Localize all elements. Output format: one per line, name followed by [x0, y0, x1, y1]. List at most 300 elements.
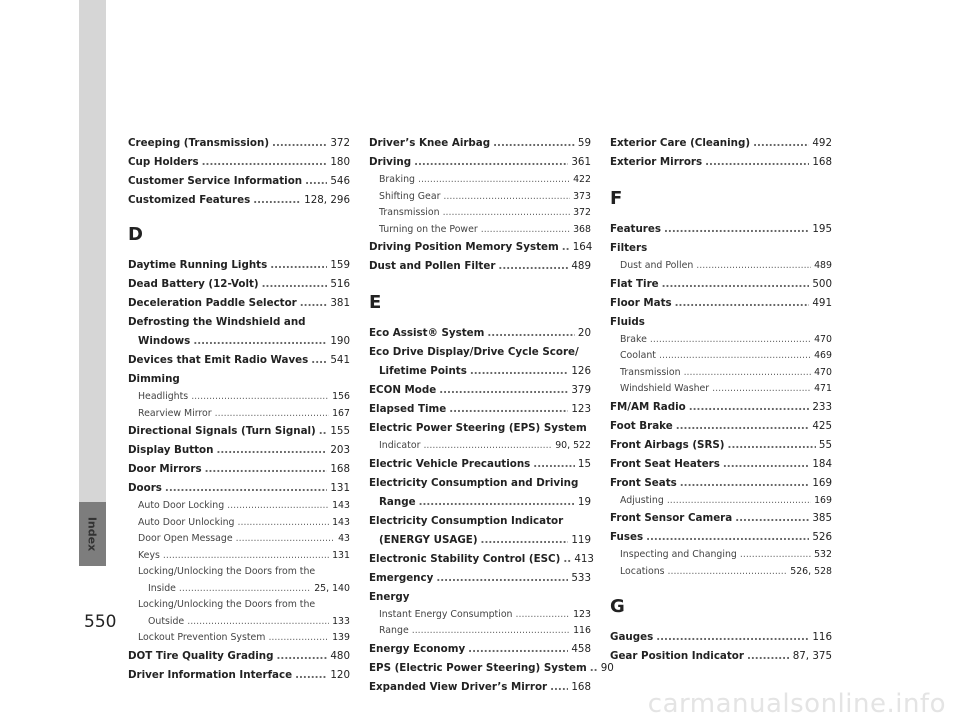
entry-pages[interactable]: 131 — [330, 482, 350, 494]
leader-dots — [165, 479, 327, 498]
leader-dots — [253, 191, 301, 210]
index-entry-head: Filters — [610, 242, 648, 254]
sub-entry[interactable] — [610, 332, 832, 349]
index-entry[interactable] — [369, 659, 614, 678]
entry-term: Deceleration Paddle Selector — [128, 297, 297, 309]
index-entry[interactable] — [369, 531, 591, 550]
entry-term: Auto Door Unlocking — [138, 516, 235, 528]
entry-term: Gear Position Indicator — [610, 650, 744, 662]
leader-dots — [656, 628, 809, 647]
leader-dots — [735, 509, 809, 528]
entry-pages[interactable]: 373 — [573, 190, 591, 202]
entry-term: Inspecting and Changing — [620, 549, 737, 560]
entry-group — [128, 647, 350, 685]
entry-term: Rearview Mirror — [138, 407, 212, 419]
index-entry[interactable] — [128, 294, 350, 313]
entry-term: Directional Signals (Turn Signal) — [128, 425, 316, 437]
leader-dots — [215, 406, 329, 423]
leader-dots — [319, 422, 328, 441]
entry-pages[interactable]: 59 — [577, 137, 591, 149]
sub-entry[interactable] — [128, 515, 350, 532]
entry-term: Indicator — [379, 440, 421, 451]
entry-group — [369, 550, 594, 588]
entry-term: Driving — [369, 156, 412, 168]
entry-term: Headlights — [138, 391, 189, 402]
entry-term: Door Mirrors — [128, 463, 202, 475]
entry-term: FM/AM Radio — [610, 400, 686, 413]
index-entry[interactable] — [369, 134, 591, 153]
entry-pages[interactable]: 385 — [812, 512, 832, 524]
entry-term: Customized Features — [128, 194, 251, 206]
entry-group — [610, 509, 832, 547]
entry-pages[interactable]: 379 — [571, 384, 591, 396]
entry-pages[interactable]: 516 — [330, 278, 350, 290]
entry-pages[interactable]: 413 — [574, 552, 594, 565]
leader-dots — [443, 189, 570, 206]
index-entry[interactable] — [610, 528, 832, 547]
index-entry-head: Energy — [369, 590, 410, 603]
entry-pages[interactable]: 116 — [812, 631, 832, 643]
entry-term: Doors — [128, 482, 162, 494]
leader-dots — [563, 550, 571, 569]
leader-dots — [436, 569, 568, 588]
entry-term: Windows — [138, 335, 191, 347]
leader-dots — [419, 493, 575, 512]
letter-heading-e: E — [369, 292, 382, 313]
leader-dots — [191, 389, 329, 406]
sub-entry-group — [369, 172, 591, 238]
entry-term: Creeping (Transmission) — [128, 137, 270, 149]
entry-term: Auto Door Locking — [138, 500, 225, 511]
entry-pages[interactable]: 469 — [814, 350, 832, 361]
entry-term: Lifetime Points — [379, 365, 467, 377]
entry-term: Features — [610, 223, 661, 235]
index-entry[interactable] — [128, 422, 350, 441]
entry-group — [610, 628, 832, 666]
entry-pages[interactable]: 19 — [577, 495, 591, 508]
leader-dots — [300, 294, 328, 313]
entry-term: Door Open Message — [138, 533, 233, 544]
entry-term: Adjusting — [620, 494, 664, 506]
sub-entry[interactable] — [369, 607, 591, 624]
leader-dots — [498, 257, 568, 276]
entry-pages[interactable]: 43 — [338, 533, 350, 544]
entry-term: Fuses — [610, 531, 644, 543]
entry-pages[interactable]: 203 — [330, 444, 350, 456]
index-entry-head: Electricity Consumption and Driving — [369, 476, 579, 489]
entry-pages[interactable]: 471 — [814, 383, 832, 394]
index-entry[interactable] — [610, 417, 832, 436]
index-entry[interactable] — [369, 153, 591, 172]
sub-entry-group — [610, 547, 832, 580]
entry-term: Brake — [620, 333, 647, 345]
sub-entry[interactable] — [369, 172, 591, 189]
leader-dots — [468, 640, 568, 659]
leader-dots — [449, 400, 568, 419]
entry-pages[interactable]: 500 — [812, 277, 832, 290]
sub-entry[interactable] — [128, 531, 350, 548]
index-entry-head: Electricity Consumption Indicator — [369, 514, 564, 527]
leader-dots — [295, 666, 327, 685]
leader-dots — [227, 498, 329, 515]
entry-pages[interactable]: 131 — [332, 549, 350, 561]
entry-pages[interactable]: 489 — [814, 260, 832, 271]
entry-pages[interactable]: 470 — [814, 366, 832, 378]
sub-entry-group — [610, 258, 832, 275]
leader-dots — [705, 153, 809, 172]
entry-pages[interactable]: 133 — [332, 615, 350, 627]
entry-pages[interactable]: 533 — [571, 571, 591, 584]
leader-dots — [443, 205, 571, 222]
index-entry[interactable] — [610, 436, 832, 455]
entry-term: Display Button — [128, 444, 214, 456]
entry-pages[interactable]: 458 — [571, 642, 591, 655]
sub-entry[interactable] — [128, 406, 350, 423]
index-entry[interactable] — [128, 134, 350, 153]
entry-term: Flat Tire — [610, 277, 659, 290]
entry-term: Outside — [148, 615, 185, 627]
entry-pages[interactable]: 126 — [571, 365, 591, 377]
entry-term: Electric Vehicle Precautions — [369, 457, 531, 470]
sub-entry[interactable] — [610, 381, 832, 398]
index-entry-head: Electric Power Steering (EPS) System — [369, 422, 587, 434]
entry-pages[interactable]: 422 — [573, 174, 591, 185]
index-entry[interactable] — [128, 275, 350, 294]
sub-entry[interactable] — [369, 623, 591, 640]
entry-pages[interactable]: 159 — [330, 259, 350, 271]
sub-entry[interactable] — [369, 205, 591, 222]
entry-pages[interactable]: 90, 522 — [555, 440, 591, 451]
entry-pages[interactable]: 90 — [600, 661, 614, 674]
entry-term: Driver’s Knee Airbag — [369, 137, 491, 149]
entry-pages[interactable]: 425 — [812, 419, 832, 432]
leader-dots — [650, 332, 811, 349]
entry-term: Keys — [138, 549, 160, 561]
entry-pages[interactable]: 156 — [332, 391, 350, 402]
leader-dots — [163, 548, 329, 565]
leader-dots — [470, 362, 569, 381]
entry-term: Front Seats — [610, 476, 677, 489]
entry-term: Driver Information Interface — [128, 668, 293, 681]
entry-pages[interactable]: 55 — [818, 438, 832, 451]
entry-term: Foot Brake — [610, 419, 673, 432]
index-entry[interactable] — [610, 294, 832, 313]
leader-dots — [668, 564, 788, 581]
entry-pages[interactable]: 492 — [812, 137, 832, 149]
leader-dots — [662, 275, 810, 294]
entry-pages[interactable]: 168 — [330, 463, 350, 475]
leader-dots — [675, 294, 810, 313]
index-entry-head: Eco Drive Display/Drive Cycle Score/ — [369, 346, 579, 358]
entry-pages[interactable]: 143 — [332, 500, 350, 511]
entry-pages[interactable]: 15 — [577, 457, 591, 470]
entry-term: Range — [379, 625, 409, 636]
leader-dots — [439, 381, 568, 400]
entry-pages[interactable]: 168 — [571, 680, 591, 693]
entry-term: Inside — [148, 582, 176, 594]
index-entry[interactable] — [610, 628, 832, 647]
index-entry[interactable] — [369, 569, 591, 588]
index-entry[interactable] — [128, 479, 350, 498]
leader-dots — [712, 381, 811, 398]
entry-pages[interactable]: 372 — [330, 137, 350, 149]
index-entry-head: Fluids — [610, 315, 645, 328]
entry-pages[interactable]: 169 — [814, 494, 832, 506]
entry-pages[interactable]: 123 — [571, 403, 591, 415]
entry-term: Elapsed Time — [369, 403, 447, 415]
index-entry[interactable] — [610, 220, 832, 239]
sub-entry[interactable] — [610, 547, 832, 564]
index-entry[interactable] — [128, 172, 350, 191]
sub-entry[interactable] — [610, 348, 832, 365]
sub-entry[interactable] — [610, 258, 832, 275]
leader-dots — [193, 332, 327, 351]
leader-dots — [689, 398, 810, 417]
entry-term: Windshield Washer — [620, 383, 710, 394]
index-entry[interactable] — [369, 324, 591, 343]
letter-heading-g: G — [610, 596, 625, 617]
index-entry[interactable] — [610, 509, 832, 528]
leader-dots — [533, 455, 575, 474]
sub-entry-head: Locking/Unlocking the Doors from the — [138, 599, 316, 610]
letter-heading-d: D — [128, 224, 143, 245]
sub-entry-group — [369, 607, 591, 640]
entry-pages[interactable]: 155 — [330, 425, 350, 437]
entry-term: Front Seat Heaters — [610, 457, 720, 470]
leader-dots — [664, 220, 809, 239]
entry-term: DOT Tire Quality Grading — [128, 649, 274, 662]
entry-pages[interactable]: 526 — [812, 531, 832, 543]
leader-dots — [277, 647, 328, 666]
index-entry[interactable] — [610, 647, 832, 666]
entry-pages[interactable]: 143 — [332, 516, 350, 528]
entry-term: Gauges — [610, 631, 654, 643]
entry-pages[interactable]: 546 — [330, 175, 350, 187]
entry-term: Front Airbags (SRS) — [610, 438, 725, 451]
index-entry[interactable] — [610, 474, 832, 493]
index-entry[interactable] — [369, 362, 591, 381]
entry-pages[interactable]: 489 — [571, 260, 591, 272]
leader-dots — [493, 134, 575, 153]
entry-pages[interactable]: 195 — [812, 223, 832, 235]
sub-entry-head: Locking/Unlocking the Doors from the — [138, 566, 316, 577]
index-entry[interactable] — [369, 381, 591, 400]
sub-entry[interactable] — [610, 493, 832, 510]
leader-dots — [202, 153, 328, 172]
entry-term: (ENERGY USAGE) — [379, 533, 478, 546]
index-entry[interactable] — [369, 455, 591, 474]
entry-term: Exterior Mirrors — [610, 156, 703, 168]
index-entry[interactable] — [128, 647, 350, 666]
sub-entry-group — [610, 493, 832, 510]
index-entry[interactable] — [610, 455, 832, 474]
index-entry[interactable] — [610, 134, 832, 153]
entry-term: Driving Position Memory System — [369, 241, 559, 253]
entry-term: Electronic Stability Control (ESC) — [369, 552, 561, 565]
index-entry[interactable] — [128, 666, 350, 685]
entry-pages[interactable]: 381 — [330, 297, 350, 309]
leader-dots — [676, 417, 810, 436]
entry-term: Shifting Gear — [379, 190, 441, 202]
leader-dots — [262, 275, 328, 294]
leader-dots — [270, 256, 327, 275]
entry-pages[interactable]: 361 — [571, 156, 591, 168]
leader-dots — [236, 531, 335, 548]
leader-dots — [728, 436, 816, 455]
entry-term: Eco Assist® System — [369, 327, 485, 339]
index-side-tab — [79, 0, 106, 566]
entry-group — [610, 134, 832, 172]
watermark: carmanualsonline.info — [647, 689, 946, 719]
entry-pages[interactable]: 368 — [573, 223, 591, 235]
leader-dots — [562, 238, 570, 257]
leader-dots — [268, 630, 329, 647]
entry-term: Devices that Emit Radio Waves — [128, 354, 309, 366]
index-entry[interactable] — [610, 398, 832, 417]
leader-dots — [238, 515, 330, 532]
entry-term: Exterior Care (Cleaning) — [610, 137, 751, 149]
entry-pages[interactable]: 532 — [814, 549, 832, 560]
leader-dots — [481, 531, 569, 550]
entry-pages[interactable]: 526, 528 — [790, 565, 832, 577]
leader-dots — [179, 581, 311, 598]
sub-entry[interactable] — [128, 548, 350, 565]
entry-term: Emergency — [369, 571, 434, 584]
entry-pages[interactable]: 180 — [330, 156, 350, 168]
leader-dots — [696, 258, 811, 275]
entry-term: Daytime Running Lights — [128, 259, 268, 271]
entry-term: Lockout Prevention System — [138, 632, 266, 643]
entry-pages[interactable]: 120 — [330, 668, 350, 681]
entry-pages[interactable]: 470 — [814, 333, 832, 345]
sub-entry[interactable] — [128, 630, 350, 647]
index-entry[interactable] — [128, 441, 350, 460]
entry-term: Turning on the Power — [379, 223, 478, 235]
leader-dots — [423, 438, 552, 455]
entry-group — [369, 134, 591, 172]
sub-entry[interactable] — [128, 498, 350, 515]
index-entry[interactable] — [369, 400, 591, 419]
entry-pages[interactable]: 167 — [332, 407, 350, 419]
leader-dots — [418, 172, 570, 189]
index-entry[interactable] — [369, 238, 591, 257]
index-entry[interactable] — [128, 351, 350, 370]
index-entry[interactable] — [128, 256, 350, 275]
leader-dots — [216, 441, 327, 460]
index-column-1 — [128, 134, 350, 685]
index-entry[interactable] — [128, 460, 350, 479]
leader-dots — [205, 460, 328, 479]
letter-heading-f: F — [610, 188, 623, 209]
sub-entry[interactable] — [369, 189, 591, 206]
leader-dots — [550, 678, 568, 697]
entry-pages[interactable]: 123 — [573, 608, 591, 620]
entry-term: Transmission — [379, 207, 440, 218]
page-number: 550 — [84, 612, 117, 632]
entry-group — [128, 422, 350, 498]
entry-pages[interactable]: 116 — [573, 625, 591, 636]
index-entry[interactable] — [369, 678, 591, 697]
entry-pages[interactable]: 190 — [330, 335, 350, 347]
index-entry-head: Dimming — [128, 373, 180, 385]
leader-dots — [680, 474, 810, 493]
leader-dots — [516, 607, 571, 624]
sub-entry[interactable] — [610, 564, 832, 581]
entry-term: Range — [379, 495, 416, 508]
index-entry[interactable] — [369, 257, 591, 276]
sub-entry[interactable] — [128, 581, 350, 598]
entry-term: Braking — [379, 174, 415, 185]
sub-entry[interactable] — [369, 222, 591, 239]
index-entry[interactable] — [610, 153, 832, 172]
sub-entry[interactable] — [128, 614, 350, 631]
index-column-2 — [369, 134, 614, 697]
entry-term: Expanded View Driver’s Mirror — [369, 680, 548, 693]
entry-term: ECON Mode — [369, 384, 437, 396]
index-entry[interactable] — [128, 191, 350, 210]
entry-pages[interactable]: 20 — [577, 327, 591, 339]
entry-pages[interactable]: 25, 140 — [314, 582, 350, 594]
entry-term: Transmission — [620, 366, 681, 378]
entry-term: Dust and Pollen Filter — [369, 260, 496, 272]
entry-pages[interactable]: 491 — [812, 296, 832, 309]
entry-pages[interactable]: 233 — [812, 400, 832, 413]
entry-group — [610, 275, 832, 313]
index-entry[interactable] — [610, 275, 832, 294]
entry-pages[interactable]: 480 — [330, 649, 350, 662]
entry-group — [610, 398, 832, 493]
entry-pages[interactable]: 119 — [571, 533, 591, 546]
leader-dots — [667, 493, 811, 510]
index-entry[interactable] — [128, 153, 350, 172]
entry-pages[interactable]: 87, 375 — [792, 650, 832, 662]
sub-entry[interactable] — [610, 365, 832, 382]
entry-pages[interactable]: 168 — [812, 156, 832, 168]
leader-dots — [187, 614, 329, 631]
leader-dots — [723, 455, 809, 474]
entry-term: Instant Energy Consumption — [379, 608, 513, 620]
entry-term: EPS (Electric Power Steering) System — [369, 661, 587, 674]
entry-term: Floor Mats — [610, 296, 672, 309]
leader-dots — [412, 623, 570, 640]
sub-entry-group — [128, 498, 350, 564]
leader-dots — [747, 647, 790, 666]
index-entry[interactable] — [369, 640, 591, 659]
sub-entry[interactable] — [369, 438, 591, 455]
entry-pages[interactable]: 128, 296 — [304, 194, 350, 206]
leader-dots — [481, 222, 570, 239]
entry-pages[interactable]: 164 — [572, 241, 593, 253]
entry-pages[interactable]: 169 — [812, 476, 832, 489]
leader-dots — [305, 172, 327, 191]
entry-term: Energy Economy — [369, 642, 466, 655]
index-entry[interactable] — [369, 550, 594, 569]
index-entry[interactable] — [369, 493, 591, 512]
sub-entry[interactable] — [128, 389, 350, 406]
entry-pages[interactable]: 541 — [330, 354, 350, 366]
entry-term: Customer Service Information — [128, 175, 303, 187]
entry-term: Coolant — [620, 350, 656, 361]
entry-group — [128, 256, 350, 313]
leader-dots — [684, 365, 812, 382]
leader-dots — [740, 547, 811, 564]
entry-pages[interactable]: 184 — [812, 457, 832, 470]
leader-dots — [659, 348, 811, 365]
index-column-3 — [610, 134, 832, 666]
index-entry[interactable] — [128, 332, 350, 351]
entry-pages[interactable]: 372 — [573, 207, 591, 218]
entry-pages[interactable]: 139 — [332, 632, 350, 643]
